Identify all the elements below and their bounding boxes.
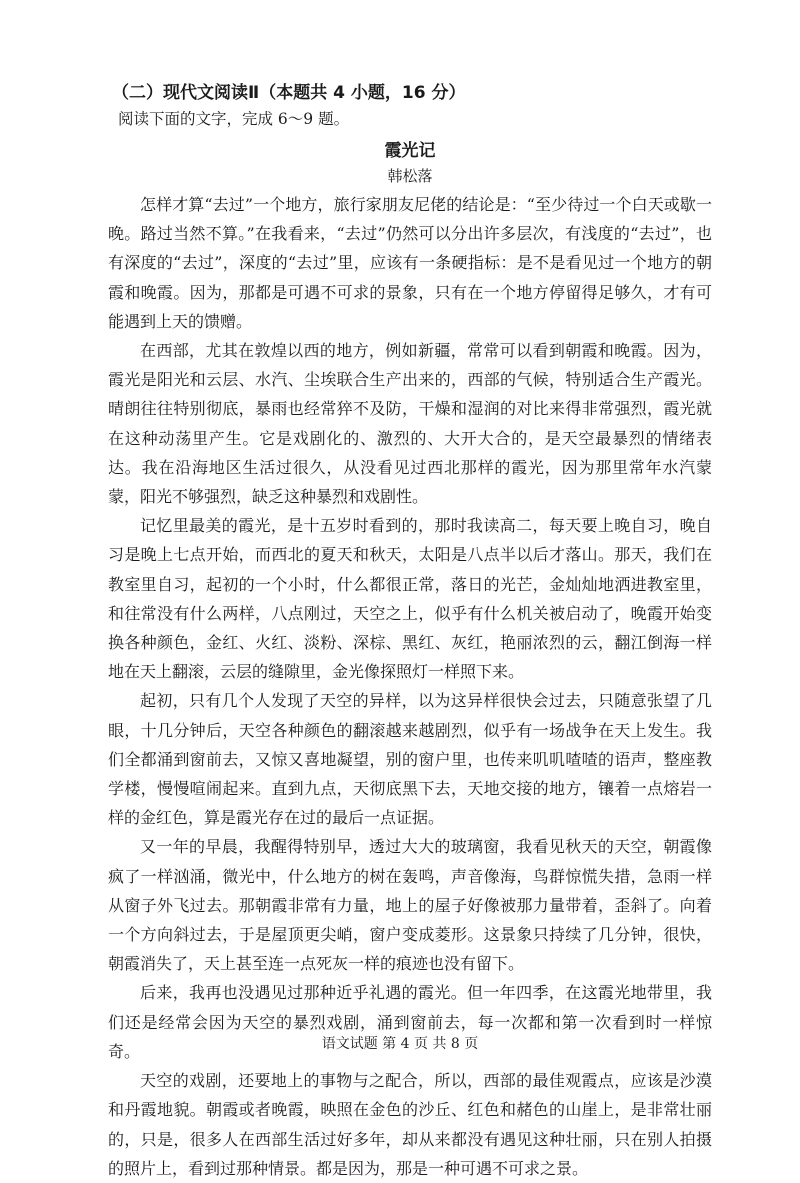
paragraph-7: 天空的戏剧，还要地上的事物与之配合，所以，西部的最佳观霞点，应该是沙漠和丹霞地貌。朝霞或者晚霞，映照在金色的沙丘、红色和赭色的山崖上，是非常壮丽的，只是，很多人在西部生活过好多年，却从来都没有遇见这种壮丽，只在别人拍摄的照片上，看到过那种情景。都是因为，那是一种可遇不可求之景。 bbox=[108, 1071, 712, 1178]
paragraph-5: 又一年的早晨，我醒得特别早，透过大大的玻璃窗，我看见秋天的天空，朝霞像疯了一样汹涌，微光中，什么地方的树在轰鸣，声音像海，鸟群惊慌失措，急雨一样从窗子外飞过去。那朝霞非常有力量，地上的屋子好像被那力量带着，歪斜了。向着一个方向斜过去，于是屋顶更尖峭，窗户变成菱形。这景象只持续了几分钟，很快，朝霞消失了，天上甚至连一点死灰一样的痕迹也没有留下。 bbox=[108, 837, 712, 974]
article-author: 韩松落 bbox=[387, 167, 433, 185]
article bbox=[108, 138, 712, 1183]
exam-page bbox=[108, 80, 712, 1183]
paragraph-2: 在西部，尤其在敦煌以西的地方，例如新疆，常常可以看到朝霞和晚霞。因为，霞光是阳光和云层、水汽、尘埃联合生产出来的，西部的气候，特别适合生产霞光。晴朗往往特别彻底，暴雨也经常猝不及防，干燥和湿润的对比来得非常强烈，霞光就在这种动荡里产生。它是戏剧化的、激烈的、大开大合的，是天空最暴烈的情绪表达。我在沿海地区生活过很久，从没看见过西北那样的霞光，因为那里常年水汽蒙蒙，阳光不够强烈，缺乏这种暴烈和戏剧性。 bbox=[108, 341, 712, 507]
paragraph-1: 怎样才算“去过”一个地方，旅行家朋友尼佬的结论是：“至少待过一个白天或歇一晚。路过当然不算。”在我看来，“去过”仍然可以分出许多层次，有浅度的“去过”，也有深度的“去过”，深度的“去过”里，应该有一条硬指标：是不是看见过一个地方的朝霞和晚霞。因为，那都是可遇不可求的景象，只有在一个地方停留得足够久，才有可能遇到上天的馈赠。 bbox=[108, 195, 712, 331]
paragraph-3: 记忆里最美的霞光，是十五岁时看到的，那时我读高二，每天要上晚自习，晚自习是晚上七点开始，而西北的夏天和秋天，太阳是八点半以后才落山。那天，我们在教室里自习，起初的一个小时，什么都很正常，落日的光芒，金灿灿地洒进教室里，和往常没有什么两样，八点刚过，天空之上，似乎有什么机关被启动了，晚霞开始变换各种颜色，金红、火红、淡粉、深棕、黑红、灰红，艳丽浓烈的云，翻江倒海一样地在天上翻滚，云层的缝隙里，金光像探照灯一样照下来。 bbox=[108, 516, 712, 682]
article-title: 霞光记 bbox=[384, 141, 436, 161]
page-footer: 语文试题 第 4 页 共 8 页 bbox=[321, 1036, 479, 1052]
paragraph-4: 起初，只有几个人发现了天空的异样，以为这异样很快会过去，只随意张望了几眼，十几分钟后，天空各种颜色的翻滚越来越剧烈，似乎有一场战争在天上发生。我们全都涌到窗前去，又惊又喜地凝望，别的窗户里，也传来叽叽喳喳的语声，整座教学楼，慢慢喧闹起来。直到九点，天彻底黑下去，天地交接的地方，镶着一点熔岩一样的金红色，算是霞光存在过的最后一点证据。 bbox=[108, 691, 712, 828]
reading-instruction: 阅读下面的文字，完成 6～9 题。 bbox=[118, 110, 350, 128]
section-heading: （二）现代文阅读Ⅱ（本题共 4 小题，16 分） bbox=[112, 83, 466, 103]
paragraph-6: 后来，我再也没遇见过那种近乎礼遇的霞光。但一年四季，在这霞光地带里，我们还是经常会因为天空的暴烈戏剧，涌到窗前去，每一次都和第一次看到时一样惊奇。 bbox=[108, 983, 712, 1061]
